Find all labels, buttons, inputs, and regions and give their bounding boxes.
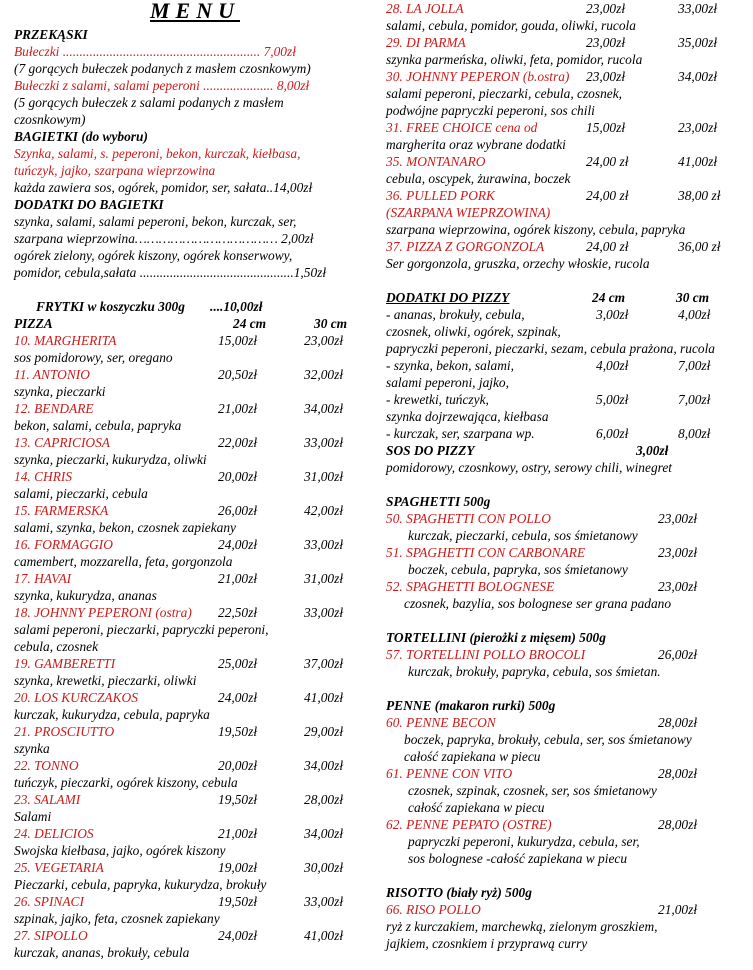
price-30: 31,00zł (304, 571, 344, 586)
description-text: czosnek, oliwki, ogórek, szpinak, (386, 324, 561, 339)
addon-price-24: 6,00zł (596, 426, 629, 441)
price-30: 23,00zł (304, 333, 344, 348)
menu-item (386, 714, 748, 731)
description-line (14, 808, 374, 825)
item-name: 60. PENNE BECON (386, 715, 496, 730)
addon-price-30: 7,00zł (678, 358, 711, 373)
spacer (386, 476, 748, 493)
header-title: PIZZA (14, 316, 53, 331)
description-text: jajkiem, czosnkiem i przyprawą curry (386, 936, 588, 951)
menu-item (14, 893, 374, 910)
addon-price-24: 3,00zł (596, 307, 629, 322)
description-text: tuńczyk, pieczarki, ogórek kiszony, cebula (14, 775, 238, 790)
item-name: 21. PROSCIUTTO (14, 724, 115, 739)
price-24: 19,50zł (218, 792, 258, 807)
menu-item (386, 68, 748, 85)
description-line (14, 553, 374, 570)
item-name: 29. DI PARMA (386, 35, 466, 50)
description-line (14, 349, 374, 366)
description-text: szarpana wieprzowina……………………………… 2,00zł (14, 231, 314, 246)
size-24-label: 24 cm (592, 290, 626, 305)
section-heading (14, 26, 374, 43)
price-30: 42,00zł (304, 503, 344, 518)
price-30: 33,00zł (304, 605, 344, 620)
description-text: kurczak, kukurydza, cebula, papryka (14, 707, 210, 722)
description-text: kurczak, brokuły, papryka, cebula, sos śmietan. (408, 664, 661, 679)
description-line (14, 621, 374, 638)
item-name: 14. CHRIS (14, 469, 73, 484)
price-30: 28,00zł (304, 792, 344, 807)
description-text: Pieczarki, cebula, papryka, kukurydza, brokuły (14, 877, 267, 892)
menu-item (14, 927, 374, 944)
price-24: 23,00zł (586, 35, 626, 50)
description-line (386, 527, 748, 544)
addon-label: - krewetki, tuńczyk, (386, 392, 489, 407)
description-text: Szynka, salami, s. peperoni, bekon, kurczak, kiełbasa, (14, 146, 301, 161)
price-30: 33,00zł (304, 537, 344, 552)
item-name: 27. SIPOLLO (14, 928, 88, 943)
description-line (14, 519, 374, 536)
section-title: RISOTTO (biały ryż) 500g (386, 885, 532, 900)
addon-row (386, 425, 748, 442)
item-name: 25. VEGETARIA (14, 860, 104, 875)
addon-row (386, 306, 748, 323)
menu-item (14, 468, 374, 485)
description-line (386, 663, 748, 680)
description-line (386, 221, 748, 238)
description-line (14, 842, 374, 859)
price-24: 15,00zł (218, 333, 258, 348)
description-line (14, 77, 374, 94)
price-24: 20,00zł (218, 469, 258, 484)
addon-label: - ananas, brokuły, cebula, (386, 307, 525, 322)
addon-price-30: 4,00zł (678, 307, 711, 322)
addon-price-24: 5,00zł (596, 392, 629, 407)
fries-price: ....10,00zł (210, 299, 263, 314)
description-line (386, 85, 748, 102)
description-line (386, 408, 748, 425)
size-24-label: 24 cm (233, 316, 267, 331)
price-30: 34,00zł (304, 826, 344, 841)
item-name: 19. GAMBERETTI (14, 656, 116, 671)
description-line (14, 706, 374, 723)
price-24: 24,00zł (218, 928, 258, 943)
menu-item (386, 816, 748, 833)
menu-item (386, 510, 748, 527)
price-24: 15,00zł (586, 120, 626, 135)
menu-item (386, 646, 748, 663)
section-title: SPAGHETTI 500g (386, 494, 491, 509)
description-text: boczek, papryka, brokuły, cebula, ser, sos śmietanowy (404, 732, 692, 747)
price-30: 33,00zł (678, 1, 718, 16)
price-24: 22,00zł (218, 435, 258, 450)
description-text: kurczak, pieczarki, cebula, sos śmietanowy (408, 528, 638, 543)
description-line (14, 417, 374, 434)
item-name: 50. SPAGHETTI CON POLLO (386, 511, 551, 526)
description-text: podwójne papryczki peperoni, sos chili (386, 103, 595, 118)
description-text: czosnek, bazylia, sos bolognese ser grana padano (404, 596, 672, 611)
description-line (14, 451, 374, 468)
item-name: 66. RISO POLLO (386, 902, 481, 917)
description-text: cebula, czosnek (14, 639, 99, 654)
price-30: 23,00zł (678, 120, 718, 135)
description-text: szpinak, jajko, feta, czosnek zapiekany (14, 911, 220, 926)
price-24: 19,50zł (218, 894, 258, 909)
addon-price-30: 7,00zł (678, 392, 711, 407)
description-text: szynka, pieczarki, kukurydza, oliwki (14, 452, 207, 467)
item-name: 12. BENDARE (14, 401, 94, 416)
description-line (386, 170, 748, 187)
item-name: 35. MONTANARO (386, 154, 486, 169)
menu-item (14, 434, 374, 451)
section-heading (14, 196, 374, 213)
description-line (386, 850, 748, 867)
price-24: 21,00zł (218, 826, 258, 841)
menu-item (386, 544, 748, 561)
item-name: 16. FORMAGGIO (14, 537, 113, 552)
price-30: 38,00 zł (678, 188, 721, 203)
price-30: 36,00 zł (678, 239, 721, 254)
item-name: 51. SPAGHETTI CON CARBONARE (386, 545, 586, 560)
description-line (14, 876, 374, 893)
item-price: 21,00zł (658, 902, 698, 917)
item-name: 18. JOHNNY PEPERONI (ostra) (14, 605, 192, 620)
spacer (386, 272, 748, 289)
spacer (386, 867, 748, 884)
description-text: (SZARPANA WIEPRZOWINA) (386, 205, 551, 220)
description-line (386, 204, 748, 221)
description-line (386, 102, 748, 119)
description-text: szynka (14, 741, 50, 756)
menu-title: MENU (150, 0, 241, 23)
menu-item (14, 655, 374, 672)
description-line (14, 485, 374, 502)
price-24: 26,00zł (218, 503, 258, 518)
item-price: 28,00zł (658, 715, 698, 730)
description-text: (5 gorących bułeczek z salami podanych z masłem (14, 95, 284, 110)
item-price: 23,00zł (658, 511, 698, 526)
description-text: kurczak, ananas, brokuły, cebula (14, 945, 190, 960)
price-30: 34,00zł (678, 69, 718, 84)
description-text: całość zapiekana w piecu (408, 800, 545, 815)
menu-item (14, 366, 374, 383)
description-text: czosnek, szpinak, czosnek, ser, sos śmietanowy (408, 783, 657, 798)
item-name: 28. LA JOLLA (386, 1, 464, 16)
price-24: 25,00zł (218, 656, 258, 671)
addon-label: - kurczak, ser, szarpana wp. (386, 426, 535, 441)
description-text: ogórek zielony, ogórek kiszony, ogórek konserwowy, (14, 248, 293, 263)
description-text: szynka, kukurydza, ananas (14, 588, 157, 603)
spacer (14, 281, 374, 298)
description-line (386, 561, 748, 578)
price-24: 24,00zł (218, 690, 258, 705)
description-text: pomidor, cebula,sałata ..............................................1,50zł (14, 265, 327, 280)
description-line (386, 255, 748, 272)
description-text: pomidorowy, czosnkowy, ostry, serowy chili, winegret (386, 460, 673, 475)
price-24: 24,00zł (218, 537, 258, 552)
menu-item (14, 859, 374, 876)
description-text: salami peperoni, jajko, (386, 375, 509, 390)
section-title: BAGIETKI (do wyboru) (14, 129, 148, 144)
description-line (386, 748, 748, 765)
description-line (14, 111, 374, 128)
description-text: szynka dojrzewająca, kiełbasa (386, 409, 549, 424)
menu-item (14, 689, 374, 706)
description-text: margherita oraz wybrane dodatki (386, 137, 566, 152)
description-text: szynka, pieczarki (14, 384, 106, 399)
price-30: 33,00zł (304, 435, 344, 450)
menu-item (14, 502, 374, 519)
description-line (14, 910, 374, 927)
item-price: 23,00zł (658, 579, 698, 594)
price-24: 21,00zł (218, 571, 258, 586)
description-text: sos pomidorowy, ser, oregano (14, 350, 173, 365)
description-text: całość zapiekana w piecu (404, 749, 541, 764)
price-30: 41,00zł (304, 928, 344, 943)
left-column (14, 26, 374, 961)
price-30: 35,00zł (678, 35, 718, 50)
section-title: PRZEKĄSKI (14, 27, 88, 42)
description-line (14, 179, 374, 196)
price-24: 20,00zł (218, 758, 258, 773)
price-30: 29,00zł (304, 724, 344, 739)
sauce-price: 3,00zł (636, 443, 669, 458)
item-price: 28,00zł (658, 766, 698, 781)
description-text: boczek, cebula, papryka, sos śmietanowy (408, 562, 628, 577)
item-name: 22. TONNO (14, 758, 79, 773)
item-name: 20. LOS KURCZAKOS (14, 690, 138, 705)
menu-item (386, 0, 748, 17)
header-title: DODATKI DO PIZZY (386, 290, 510, 305)
sauce-row (386, 442, 748, 459)
description-line (14, 264, 374, 281)
description-line (14, 638, 374, 655)
price-header (386, 289, 748, 306)
item-name: 31. FREE CHOICE cena od (386, 120, 538, 135)
menu-item (386, 34, 748, 51)
sauce-title: SOS DO PIZZY (386, 443, 475, 458)
description-text: Bułeczki ........................................................... 7,00zł (14, 44, 296, 59)
description-text: camembert, mozzarella, feta, gorgonzola (14, 554, 233, 569)
menu-item (14, 791, 374, 808)
description-text: papryczki peperoni, kukurydza, cebula, ser, (408, 834, 640, 849)
menu-item (14, 570, 374, 587)
item-name: 17. HAVAI (14, 571, 72, 586)
description-text: bekon, salami, cebula, papryka (14, 418, 182, 433)
menu-item (14, 400, 374, 417)
price-24: 23,00zł (586, 1, 626, 16)
price-30: 31,00zł (304, 469, 344, 484)
item-name: 10. MARGHERITA (14, 333, 117, 348)
description-line (386, 731, 748, 748)
item-name: 57. TORTELLINI POLLO BROCOLI (386, 647, 586, 662)
description-text: tuńczyk, jajko, szarpana wieprzowina (14, 163, 216, 178)
description-line (386, 51, 748, 68)
description-line (14, 774, 374, 791)
item-price: 28,00zł (658, 817, 698, 832)
price-header (14, 315, 374, 332)
price-24: 19,00zł (218, 860, 258, 875)
price-24: 21,00zł (218, 401, 258, 416)
description-text: salami, pieczarki, cebula (14, 486, 148, 501)
menu-item (14, 757, 374, 774)
item-name: 52. SPAGHETTI BOLOGNESE (386, 579, 555, 594)
menu-item (386, 238, 748, 255)
menu-item (386, 578, 748, 595)
description-line (14, 43, 374, 60)
description-line (14, 383, 374, 400)
description-line (386, 595, 748, 612)
description-line (14, 145, 374, 162)
description-line (14, 60, 374, 77)
price-30: 41,00zł (678, 154, 718, 169)
description-text: szynka, salami, salami peperoni, bekon, kurczak, ser, (14, 214, 297, 229)
description-text: szynka parmeńska, oliwki, feta, pomidor, rucola (386, 52, 643, 67)
description-text: czosnkowym) (14, 112, 86, 127)
description-line (14, 213, 374, 230)
size-30-label: 30 cm (676, 290, 710, 305)
description-line (386, 136, 748, 153)
description-text: papryczki peperoni, pieczarki, sezam, cebula prażona, rucola (386, 341, 716, 356)
item-name: 11. ANTONIO (14, 367, 90, 382)
addon-row (386, 391, 748, 408)
description-line (386, 782, 748, 799)
menu-item (14, 332, 374, 349)
price-30: 34,00zł (304, 758, 344, 773)
description-line (14, 230, 374, 247)
price-24: 24,00 zł (586, 154, 629, 169)
item-name: 24. DELICIOS (14, 826, 94, 841)
price-30: 37,00zł (304, 656, 344, 671)
addon-price-24: 4,00zł (596, 358, 629, 373)
description-text: Salami (14, 809, 52, 824)
menu-item (386, 187, 748, 204)
item-price: 23,00zł (658, 545, 698, 560)
description-line (386, 374, 748, 391)
description-line (386, 799, 748, 816)
description-line (386, 459, 748, 476)
item-name: 13. CAPRICIOSA (14, 435, 110, 450)
description-line (14, 587, 374, 604)
section-heading (14, 128, 374, 145)
item-name: 23. SALAMI (14, 792, 81, 807)
description-text: Swojska kiełbasa, jajko, ogórek kiszony (14, 843, 226, 858)
fries-row (14, 298, 374, 315)
section-heading (386, 493, 748, 510)
item-name: 62. PENNE PEPATO (OSTRE) (386, 817, 552, 832)
item-name: 26. SPINACI (14, 894, 84, 909)
description-line (386, 323, 748, 340)
description-line (386, 935, 748, 952)
menu-item (14, 536, 374, 553)
description-text: szarpana wieprzowina, ogórek kiszony, cebula, papryka (386, 222, 686, 237)
price-24: 24,00 zł (586, 239, 629, 254)
description-line (14, 247, 374, 264)
description-text: salami, szynka, bekon, czosnek zapiekany (14, 520, 237, 535)
section-title: DODATKI DO BAGIETKI (14, 197, 164, 212)
price-24: 20,50zł (218, 367, 258, 382)
item-name: 30. JOHNNY PEPERON (b.ostra) (386, 69, 570, 84)
description-line (386, 340, 748, 357)
description-line (14, 672, 374, 689)
description-line (14, 740, 374, 757)
menu-item (386, 901, 748, 918)
price-30: 34,00zł (304, 401, 344, 416)
description-line (386, 17, 748, 34)
price-24: 24,00 zł (586, 188, 629, 203)
item-name: 36. PULLED PORK (386, 188, 495, 203)
description-text: sos bolognese -całość zapiekana w piecu (408, 851, 628, 866)
price-24: 22,50zł (218, 605, 258, 620)
addon-price-30: 8,00zł (678, 426, 711, 441)
spacer (386, 680, 748, 697)
right-column (386, 0, 748, 952)
description-text: Ser gorgonzola, gruszka, orzechy włoskie, rucola (386, 256, 650, 271)
description-text: salami peperoni, pieczarki, papryczki peperoni, (14, 622, 269, 637)
menu-item (14, 825, 374, 842)
description-text: salami peperoni, pieczarki, cebula, czosnek, (386, 86, 623, 101)
section-heading (386, 697, 748, 714)
description-text: szynka, krewetki, pieczarki, oliwki (14, 673, 197, 688)
description-text: (7 gorących bułeczek podanych z masłem czosnkowym) (14, 61, 311, 76)
menu-item (386, 153, 748, 170)
price-24: 19,50zł (218, 724, 258, 739)
description-text: ryż z kurczakiem, marchewką, zielonym groszkiem, (386, 919, 658, 934)
size-30-label: 30 cm (314, 316, 348, 331)
description-text: salami, cebula, pomidor, gouda, oliwki, rucola (386, 18, 636, 33)
price-30: 41,00zł (304, 690, 344, 705)
section-heading (386, 629, 748, 646)
addon-row (386, 357, 748, 374)
menu-item (14, 723, 374, 740)
description-text: każda zawiera sos, ogórek, pomidor, ser, sałata..14,00zł (14, 180, 313, 195)
spacer (386, 612, 748, 629)
price-30: 30,00zł (304, 860, 344, 875)
item-price: 26,00zł (658, 647, 698, 662)
description-line (14, 94, 374, 111)
description-line (386, 833, 748, 850)
item-name: 37. PIZZA Z GORGONZOLA (386, 239, 545, 254)
section-heading (386, 884, 748, 901)
description-line (386, 918, 748, 935)
menu-item (386, 765, 748, 782)
description-line (14, 162, 374, 179)
fries-label: FRYTKI w koszyczku 300g (36, 299, 185, 314)
menu-item (14, 604, 374, 621)
item-name: 15. FARMERSKA (14, 503, 109, 518)
section-title: TORTELLINI (pierożki z mięsem) 500g (386, 630, 606, 645)
addon-label: - szynka, bekon, salami, (386, 358, 514, 373)
description-line (14, 944, 374, 961)
price-24: 23,00zł (586, 69, 626, 84)
description-text: Bułeczki z salami, salami peperoni ..................... 8,00zł (14, 78, 310, 93)
item-name: 61. PENNE CON VITO (386, 766, 513, 781)
section-title: PENNE (makaron rurki) 500g (386, 698, 556, 713)
price-30: 32,00zł (304, 367, 344, 382)
menu-item (386, 119, 748, 136)
description-text: cebula, oscypek, żurawina, boczek (386, 171, 571, 186)
price-30: 33,00zł (304, 894, 344, 909)
